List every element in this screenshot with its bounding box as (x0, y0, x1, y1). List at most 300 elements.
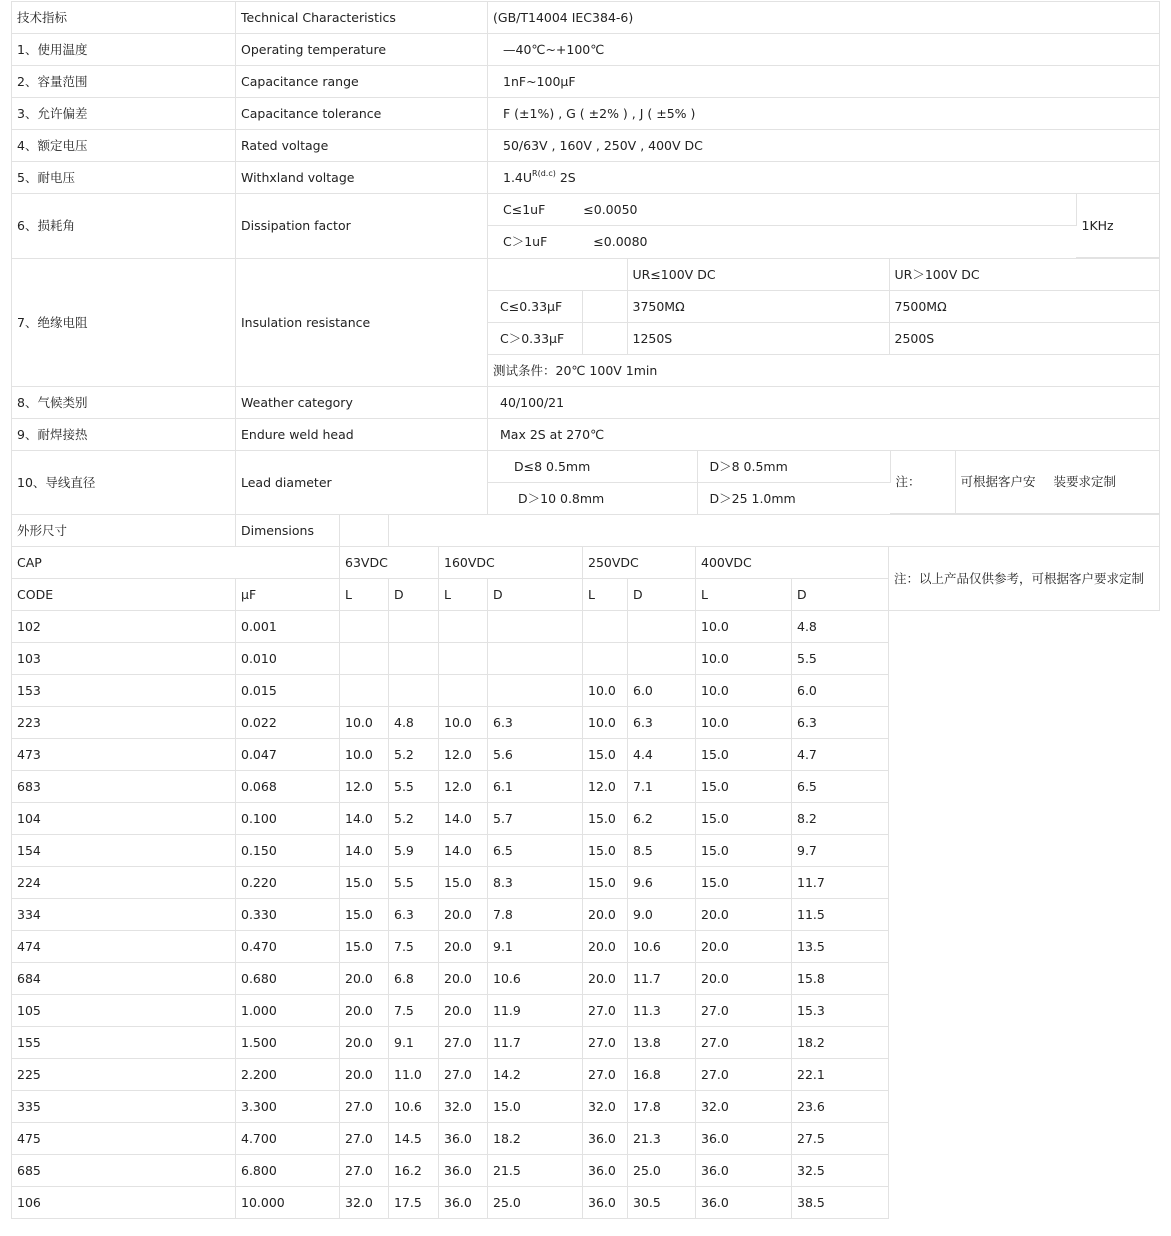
cell-code: 684 (12, 963, 236, 995)
cell-l-63v: 15.0 (340, 899, 389, 931)
cell-d-160v: 15.0 (488, 1091, 583, 1123)
cell-d-160v: 21.5 (488, 1155, 583, 1187)
cell-l-63v (340, 611, 389, 643)
cell-l-160v (439, 611, 488, 643)
cell-d-250v: 6.2 (628, 803, 696, 835)
cell-d-250v (628, 643, 696, 675)
table-row (12, 162, 1160, 194)
cap-header: CAP (12, 547, 340, 579)
cell-capacitance: 10.000 (236, 1187, 340, 1219)
cell-capacitance: 0.047 (236, 739, 340, 771)
cell-d-63v: 11.0 (389, 1059, 439, 1091)
row-value: F (±1%) , G ( ±2% ) , J ( ±5% ) (488, 98, 1160, 130)
lead-spec: D≤8 0.5mm (488, 451, 697, 483)
length-header: L (439, 579, 488, 611)
cell-d-400v: 27.5 (792, 1123, 889, 1155)
technical-characteristics-table (11, 1, 1160, 515)
dimensions-label-cn: 外形尺寸 (12, 515, 236, 547)
cell-l-63v (340, 675, 389, 707)
cell-d-63v (389, 675, 439, 707)
cell-l-63v: 15.0 (340, 867, 389, 899)
cap-condition: C＞0.33μF (488, 322, 582, 354)
table-row (12, 1059, 1160, 1091)
cell-code: 224 (12, 867, 236, 899)
cell-d-160v: 8.3 (488, 867, 583, 899)
cell-d-160v: 7.8 (488, 899, 583, 931)
cell-capacitance: 3.300 (236, 1091, 340, 1123)
row-label-cn: 5、耐电压 (12, 162, 236, 194)
cell-d-160v: 5.6 (488, 739, 583, 771)
cell-l-250v: 36.0 (583, 1155, 628, 1187)
dimensions-table (11, 515, 1160, 1219)
cell-code: 103 (12, 643, 236, 675)
table-row (12, 66, 1160, 98)
cell-l-63v: 20.0 (340, 1027, 389, 1059)
cell-l-400v: 36.0 (696, 1187, 792, 1219)
cell-code: 334 (12, 899, 236, 931)
insulation-header: UR＞100V DC (889, 259, 1159, 291)
cell-l-400v: 10.0 (696, 611, 792, 643)
cell-d-400v: 23.6 (792, 1091, 889, 1123)
cell-l-400v: 15.0 (696, 835, 792, 867)
table-row (12, 835, 1160, 867)
cell-l-63v: 20.0 (340, 995, 389, 1027)
row-value: 1nF~100μF (488, 66, 1160, 98)
dissipation-row (488, 226, 1076, 258)
lead-note-label: 注： (890, 451, 955, 514)
cell-d-400v: 6.3 (792, 707, 889, 739)
cell-d-160v (488, 611, 583, 643)
length-header: L (696, 579, 792, 611)
row-label-cn: 7、绝缘电阻 (12, 258, 236, 386)
cell-l-400v: 10.0 (696, 707, 792, 739)
cell-l-250v (583, 611, 628, 643)
cell-l-250v: 15.0 (583, 803, 628, 835)
cell-l-63v: 15.0 (340, 931, 389, 963)
cell-d-400v: 4.8 (792, 611, 889, 643)
cell-code: 683 (12, 771, 236, 803)
row-label-en: Weather category (236, 386, 488, 418)
cell-d-160v: 25.0 (488, 1187, 583, 1219)
unit-header: μF (236, 579, 340, 611)
cell-l-400v: 27.0 (696, 995, 792, 1027)
cell-l-250v: 10.0 (583, 675, 628, 707)
table-row (12, 867, 1160, 899)
voltage-header: 160VDC (439, 547, 583, 579)
cell-l-250v: 12.0 (583, 771, 628, 803)
cell-code: 104 (12, 803, 236, 835)
table-row (12, 258, 1160, 386)
cell-l-250v: 10.0 (583, 707, 628, 739)
lead-spec: D＞8 0.5mm (697, 451, 890, 483)
insulation-value: 3750MΩ (627, 290, 889, 322)
cell-d-250v: 17.8 (628, 1091, 696, 1123)
cell-capacitance: 0.015 (236, 675, 340, 707)
cell-d-400v: 5.5 (792, 643, 889, 675)
row-label-en: Dissipation factor (236, 194, 488, 259)
diameter-header: D (488, 579, 583, 611)
cell-l-160v: 14.0 (439, 835, 488, 867)
cell-l-63v: 12.0 (340, 771, 389, 803)
voltage-header: 400VDC (696, 547, 889, 579)
cell-l-160v: 14.0 (439, 803, 488, 835)
dissipation-values (488, 194, 1160, 259)
header-standard: (GB/T14004 IEC384-6) (488, 2, 1160, 34)
cell-d-160v: 5.7 (488, 803, 583, 835)
cell-l-160v: 36.0 (439, 1123, 488, 1155)
length-header: L (583, 579, 628, 611)
cell-capacitance: 0.022 (236, 707, 340, 739)
table-row (12, 1123, 1160, 1155)
cell-d-160v: 9.1 (488, 931, 583, 963)
cell-d-63v: 4.8 (389, 707, 439, 739)
insulation-values (488, 258, 1160, 386)
cell-d-250v: 21.3 (628, 1123, 696, 1155)
cell-code: 335 (12, 1091, 236, 1123)
cell-l-63v: 10.0 (340, 707, 389, 739)
table-row (12, 771, 1160, 803)
cell-l-160v (439, 675, 488, 707)
cell-d-250v: 10.6 (628, 931, 696, 963)
row-label-en: Rated voltage (236, 130, 488, 162)
cell-l-250v: 15.0 (583, 867, 628, 899)
cell-l-250v: 20.0 (583, 899, 628, 931)
cell-l-160v (439, 643, 488, 675)
cell-d-400v: 9.7 (792, 835, 889, 867)
cell-capacitance: 0.100 (236, 803, 340, 835)
row-label-cn: 6、损耗角 (12, 194, 236, 259)
cell-l-400v: 15.0 (696, 739, 792, 771)
dissipation-row (488, 194, 1076, 226)
cell-l-400v: 10.0 (696, 643, 792, 675)
diameter-header: D (389, 579, 439, 611)
cell-capacitance: 0.220 (236, 867, 340, 899)
row-value: 50/63V , 160V , 250V , 400V DC (488, 130, 1160, 162)
cell-d-250v: 13.8 (628, 1027, 696, 1059)
dissipation-value: ≤0.0050 (583, 202, 638, 217)
cell-l-250v: 36.0 (583, 1123, 628, 1155)
cell-d-400v: 8.2 (792, 803, 889, 835)
row-value: —40℃~+100℃ (488, 34, 1160, 66)
cell-capacitance: 0.010 (236, 643, 340, 675)
cell-d-160v: 6.3 (488, 707, 583, 739)
cell-d-400v: 38.5 (792, 1187, 889, 1219)
cell-d-400v: 22.1 (792, 1059, 889, 1091)
cell-l-63v (340, 643, 389, 675)
table-row (12, 515, 1160, 547)
cell-l-63v: 10.0 (340, 739, 389, 771)
cell-l-250v: 20.0 (583, 931, 628, 963)
side-note: 注：以上产品仅供参考，可根据客户要求定制 (889, 547, 1160, 611)
cell-l-63v: 27.0 (340, 1123, 389, 1155)
cell-l-250v: 27.0 (583, 1059, 628, 1091)
table-row (12, 98, 1160, 130)
cell-l-250v (583, 643, 628, 675)
cell-l-400v: 27.0 (696, 1027, 792, 1059)
cell-code: 225 (12, 1059, 236, 1091)
cell-d-160v: 10.6 (488, 963, 583, 995)
cell-d-63v: 7.5 (389, 931, 439, 963)
cell-d-400v: 13.5 (792, 931, 889, 963)
cell-l-63v: 20.0 (340, 963, 389, 995)
table-row (12, 1091, 1160, 1123)
table-row (12, 194, 1160, 259)
row-label-cn: 8、气候类别 (12, 386, 236, 418)
cell-d-250v: 16.8 (628, 1059, 696, 1091)
row-label-cn: 10、导线直径 (12, 450, 236, 515)
cell-d-250v: 8.5 (628, 835, 696, 867)
insulation-header: UR≤100V DC (627, 259, 889, 291)
cell-code: 474 (12, 931, 236, 963)
table-row (12, 130, 1160, 162)
dissipation-value: ≤0.0080 (593, 234, 648, 249)
cell-d-63v: 5.2 (389, 803, 439, 835)
cell-d-63v: 10.6 (389, 1091, 439, 1123)
cell-code: 475 (12, 1123, 236, 1155)
diameter-header: D (628, 579, 696, 611)
lead-values (488, 450, 1160, 515)
row-value: Max 2S at 270℃ (488, 418, 1160, 450)
length-header: L (340, 579, 389, 611)
cell-d-63v: 5.9 (389, 835, 439, 867)
row-label-cn: 3、允许偏差 (12, 98, 236, 130)
cell-l-400v: 27.0 (696, 1059, 792, 1091)
cell-capacitance: 2.200 (236, 1059, 340, 1091)
cell-code: 153 (12, 675, 236, 707)
cell-l-400v: 20.0 (696, 899, 792, 931)
row-label-en: Capacitance range (236, 66, 488, 98)
cell-d-160v (488, 643, 583, 675)
table-row (12, 707, 1160, 739)
dimensions-body (12, 611, 1160, 1219)
row-label-cn: 4、额定电压 (12, 130, 236, 162)
row-label-cn: 9、耐焊接热 (12, 418, 236, 450)
cell-code: 473 (12, 739, 236, 771)
table-row (12, 418, 1160, 450)
cell-code: 105 (12, 995, 236, 1027)
code-header: CODE (12, 579, 236, 611)
cell-d-160v (488, 675, 583, 707)
row-label-en: Capacitance tolerance (236, 98, 488, 130)
cell-l-250v: 32.0 (583, 1091, 628, 1123)
cell-d-400v: 4.7 (792, 739, 889, 771)
cell-d-250v: 9.0 (628, 899, 696, 931)
cap-condition: C＞1uF (503, 234, 548, 249)
cell-d-400v: 32.5 (792, 1155, 889, 1187)
cell-d-400v: 6.0 (792, 675, 889, 707)
cell-code: 102 (12, 611, 236, 643)
cell-l-250v: 15.0 (583, 835, 628, 867)
cell-l-160v: 10.0 (439, 707, 488, 739)
lead-note-part: 装要求定制 (1053, 474, 1117, 490)
table-row (12, 643, 1160, 675)
frequency: 1KHz (1076, 194, 1159, 257)
table-row (12, 1027, 1160, 1059)
cell-capacitance: 0.330 (236, 899, 340, 931)
cell-l-160v: 32.0 (439, 1091, 488, 1123)
cell-l-160v: 36.0 (439, 1155, 488, 1187)
cell-l-63v: 14.0 (340, 803, 389, 835)
table-row (12, 611, 1160, 643)
lead-note-part: 可根据客户安 (960, 474, 1036, 490)
cell-d-400v: 15.8 (792, 963, 889, 995)
cell-l-160v: 20.0 (439, 899, 488, 931)
table-row (12, 803, 1160, 835)
cell-d-160v: 11.9 (488, 995, 583, 1027)
cell-d-63v: 17.5 (389, 1187, 439, 1219)
cell-l-160v: 20.0 (439, 995, 488, 1027)
row-label-en: Lead diameter (236, 450, 488, 515)
cell-l-160v: 27.0 (439, 1027, 488, 1059)
cell-capacitance: 4.700 (236, 1123, 340, 1155)
cell-d-250v: 9.6 (628, 867, 696, 899)
row-label-en: Withxland voltage (236, 162, 488, 194)
insulation-value: 7500MΩ (889, 290, 1159, 322)
cell-l-63v: 27.0 (340, 1155, 389, 1187)
cell-d-63v: 6.3 (389, 899, 439, 931)
cell-d-160v: 11.7 (488, 1027, 583, 1059)
cell-code: 685 (12, 1155, 236, 1187)
cell-l-250v: 36.0 (583, 1187, 628, 1219)
cell-l-160v: 12.0 (439, 771, 488, 803)
cell-capacitance: 1.500 (236, 1027, 340, 1059)
lead-note (955, 451, 1159, 514)
cell-l-400v: 15.0 (696, 867, 792, 899)
spec-sheet (11, 1, 1160, 1219)
cell-l-160v: 27.0 (439, 1059, 488, 1091)
cell-code: 223 (12, 707, 236, 739)
cell-capacitance: 1.000 (236, 995, 340, 1027)
cell-d-400v: 11.7 (792, 867, 889, 899)
cell-d-63v (389, 643, 439, 675)
cell-d-400v: 15.3 (792, 995, 889, 1027)
cell-d-400v: 11.5 (792, 899, 889, 931)
cell-d-63v: 5.5 (389, 867, 439, 899)
table-row (12, 386, 1160, 418)
cell-l-63v: 14.0 (340, 835, 389, 867)
cell-l-400v: 20.0 (696, 931, 792, 963)
cell-l-400v: 15.0 (696, 803, 792, 835)
row-value (488, 162, 1160, 194)
insulation-value: 1250S (627, 322, 889, 354)
table-row (12, 1187, 1160, 1219)
voltage-subscript: R(d.c) (532, 169, 556, 178)
dimensions-label-en: Dimensions (236, 515, 340, 547)
cell-l-160v: 15.0 (439, 867, 488, 899)
cell-l-250v: 15.0 (583, 739, 628, 771)
cell-d-250v: 30.5 (628, 1187, 696, 1219)
diameter-header: D (792, 579, 889, 611)
cell-d-63v: 6.8 (389, 963, 439, 995)
cell-l-250v: 20.0 (583, 963, 628, 995)
row-label-cn: 1、使用温度 (12, 34, 236, 66)
cell-l-400v: 15.0 (696, 771, 792, 803)
cell-capacitance: 0.001 (236, 611, 340, 643)
cell-d-250v: 6.3 (628, 707, 696, 739)
cap-condition: C≤1uF (503, 202, 546, 217)
table-row (12, 931, 1160, 963)
row-label-en: Insulation resistance (236, 258, 488, 386)
cell-l-160v: 36.0 (439, 1187, 488, 1219)
cell-d-63v (389, 611, 439, 643)
cell-d-63v: 14.5 (389, 1123, 439, 1155)
cell-d-160v: 14.2 (488, 1059, 583, 1091)
cell-d-250v (628, 611, 696, 643)
insulation-value: 2500S (889, 322, 1159, 354)
cell-l-63v: 20.0 (340, 1059, 389, 1091)
cell-capacitance: 6.800 (236, 1155, 340, 1187)
cell-capacitance: 0.470 (236, 931, 340, 963)
cell-d-250v: 25.0 (628, 1155, 696, 1187)
cell-d-63v: 5.2 (389, 739, 439, 771)
table-row (12, 963, 1160, 995)
cell-d-400v: 6.5 (792, 771, 889, 803)
cell-code: 106 (12, 1187, 236, 1219)
cell-d-400v: 18.2 (792, 1027, 889, 1059)
cap-condition: C≤0.33μF (488, 290, 582, 322)
header-en: Technical Characteristics (236, 2, 488, 34)
cell-d-160v: 6.1 (488, 771, 583, 803)
cell-d-160v: 6.5 (488, 835, 583, 867)
cell-d-250v: 11.7 (628, 963, 696, 995)
lead-spec: D＞10 0.8mm (488, 482, 697, 514)
row-value: 40/100/21 (488, 386, 1160, 418)
cell-l-400v: 36.0 (696, 1155, 792, 1187)
header-cn: 技术指标 (12, 2, 236, 34)
table-row (12, 2, 1160, 34)
cell-d-160v: 18.2 (488, 1123, 583, 1155)
cell-code: 154 (12, 835, 236, 867)
cell-l-400v: 36.0 (696, 1123, 792, 1155)
cell-l-63v: 32.0 (340, 1187, 389, 1219)
cell-d-63v: 16.2 (389, 1155, 439, 1187)
row-label-en: Endure weld head (236, 418, 488, 450)
cell-l-160v: 20.0 (439, 931, 488, 963)
cell-d-250v: 7.1 (628, 771, 696, 803)
voltage-base: 1.4U (503, 170, 533, 185)
cell-code: 155 (12, 1027, 236, 1059)
cell-l-250v: 27.0 (583, 995, 628, 1027)
cell-l-160v: 12.0 (439, 739, 488, 771)
cell-capacitance: 0.680 (236, 963, 340, 995)
table-row (12, 1155, 1160, 1187)
cell-capacitance: 0.150 (236, 835, 340, 867)
table-row (12, 739, 1160, 771)
cell-l-400v: 20.0 (696, 963, 792, 995)
voltage-duration: 2S (555, 170, 576, 185)
cell-d-63v: 5.5 (389, 771, 439, 803)
cell-l-250v: 27.0 (583, 1027, 628, 1059)
table-row (12, 547, 1160, 579)
voltage-header: 250VDC (583, 547, 696, 579)
test-conditions: 测试条件：20℃ 100V 1min (493, 362, 658, 378)
table-row (12, 675, 1160, 707)
cell-d-250v: 4.4 (628, 739, 696, 771)
voltage-header: 63VDC (340, 547, 439, 579)
cell-l-400v: 32.0 (696, 1091, 792, 1123)
cell-l-400v: 10.0 (696, 675, 792, 707)
table-row (12, 450, 1160, 515)
row-label-cn: 2、容量范围 (12, 66, 236, 98)
row-label-en: Operating temperature (236, 34, 488, 66)
cell-capacitance: 0.068 (236, 771, 340, 803)
lead-spec: D＞25 1.0mm (709, 490, 796, 506)
cell-d-63v: 9.1 (389, 1027, 439, 1059)
cell-d-63v: 7.5 (389, 995, 439, 1027)
table-row (12, 34, 1160, 66)
cell-d-250v: 11.3 (628, 995, 696, 1027)
cell-l-160v: 20.0 (439, 963, 488, 995)
